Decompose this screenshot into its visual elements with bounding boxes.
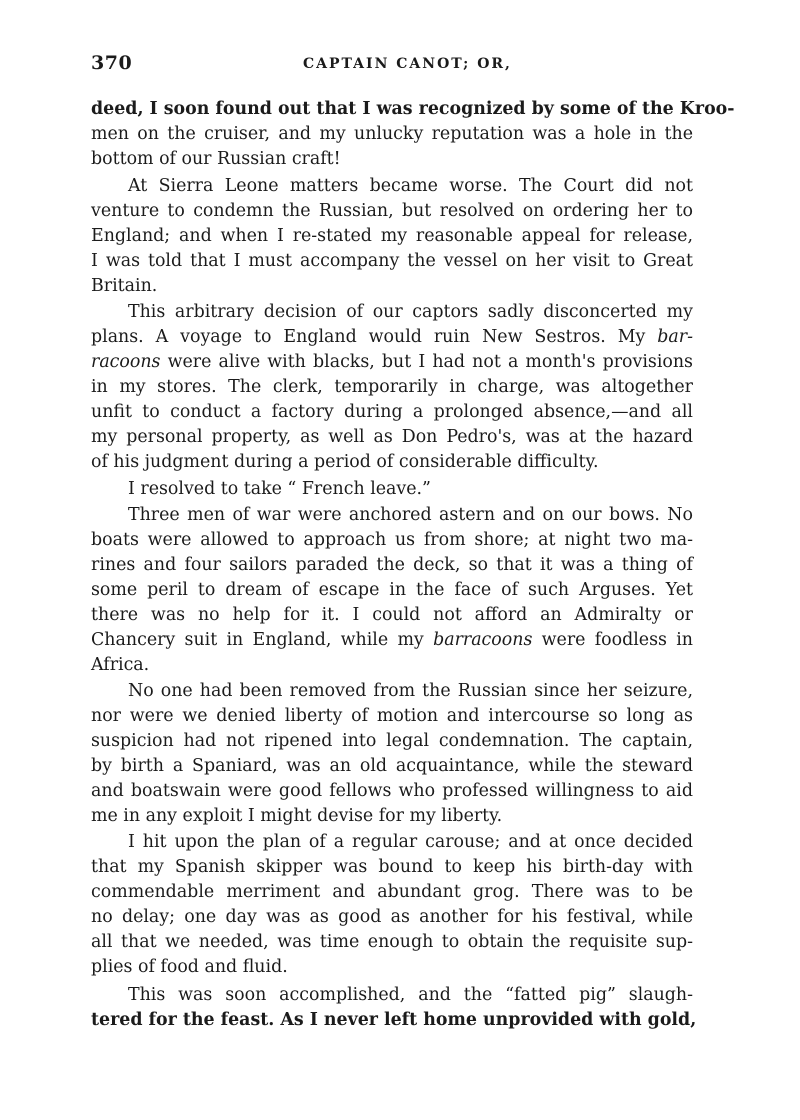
text-line: I hit upon the plan of a regular carouse; and at once decided — [128, 832, 693, 852]
text-line: there was no help for it. I could not afford an Admiralty or — [91, 605, 693, 625]
text-line: England; and when I re-stated my reasonable appeal for release, — [91, 226, 693, 246]
text-line: nor were we denied liberty of motion and intercourse so long as — [91, 706, 693, 726]
text-line: in my stores. The clerk, temporarily in charge, was altogether — [91, 377, 693, 397]
text-line: my personal property, as well as Don Pedro's, was at the hazard — [91, 427, 693, 447]
text-line: racoons were alive with blacks, but I had not a month's provisions — [91, 352, 693, 372]
text-line: Africa. — [91, 655, 150, 675]
text-line: bottom of our Russian craft! — [91, 149, 341, 169]
text-line: all that we needed, was time enough to obtain the requisite sup- — [91, 932, 693, 952]
page-header — [91, 52, 691, 76]
text-line: At Sierra Leone matters became worse. The Court did not — [128, 176, 693, 196]
text-line: no delay; one day was as good as another for his festival, while — [91, 907, 693, 927]
text-line: suspicion had not ripened into legal condemnation. The captain, — [91, 731, 693, 751]
text-line: This was soon accomplished, and the “fatted pig” slaugh- — [128, 985, 693, 1005]
text-line: I was told that I must accompany the vessel on her visit to Great — [91, 251, 693, 271]
page-number: 370 — [91, 52, 133, 74]
text-line: deed, I soon found out that I was recognized by some of the Kroo- — [91, 99, 735, 119]
text-line: Three men of war were anchored astern and on our bows. No — [128, 505, 693, 525]
text-line: This arbitrary decision of our captors sadly disconcerted my — [128, 302, 693, 322]
text-line: some peril to dream of escape in the face of such Arguses. Yet — [91, 580, 693, 600]
text-line: I resolved to take “ French leave.” — [128, 479, 431, 499]
running-head: CAPTAIN CANOT; OR, — [303, 56, 512, 72]
text-line: Chancery suit in England, while my barracoons were foodless in — [91, 630, 693, 650]
text-line: boats were allowed to approach us from shore; at night two ma- — [91, 530, 693, 550]
text-line: men on the cruiser, and my unlucky reputation was a hole in the — [91, 124, 693, 144]
text-line: venture to condemn the Russian, but resolved on ordering her to — [91, 201, 693, 221]
text-line: unfit to conduct a factory during a prolonged absence,—and all — [91, 402, 693, 422]
text-line: rines and four sailors paraded the deck, so that it was a thing of — [91, 555, 693, 575]
text-line: by birth a Spaniard, was an old acquaintance, while the steward — [91, 756, 693, 776]
text-line: of his judgment during a period of considerable difficulty. — [91, 452, 599, 472]
text-line: commendable merriment and abundant grog. There was to be — [91, 882, 693, 902]
text-line: plans. A voyage to England would ruin New Sestros. My bar- — [91, 327, 693, 347]
text-line: me in any exploit I might devise for my liberty. — [91, 806, 503, 826]
text-line: and boatswain were good fellows who professed willingness to aid — [91, 781, 693, 801]
text-line: tered for the feast. As I never left home unprovided with gold, — [91, 1010, 697, 1030]
text-line: No one had been removed from the Russian since her seizure, — [128, 681, 693, 701]
text-line: Britain. — [91, 276, 158, 296]
text-line: that my Spanish skipper was bound to keep his birth-day with — [91, 857, 693, 877]
text-line: plies of food and fluid. — [91, 957, 288, 977]
